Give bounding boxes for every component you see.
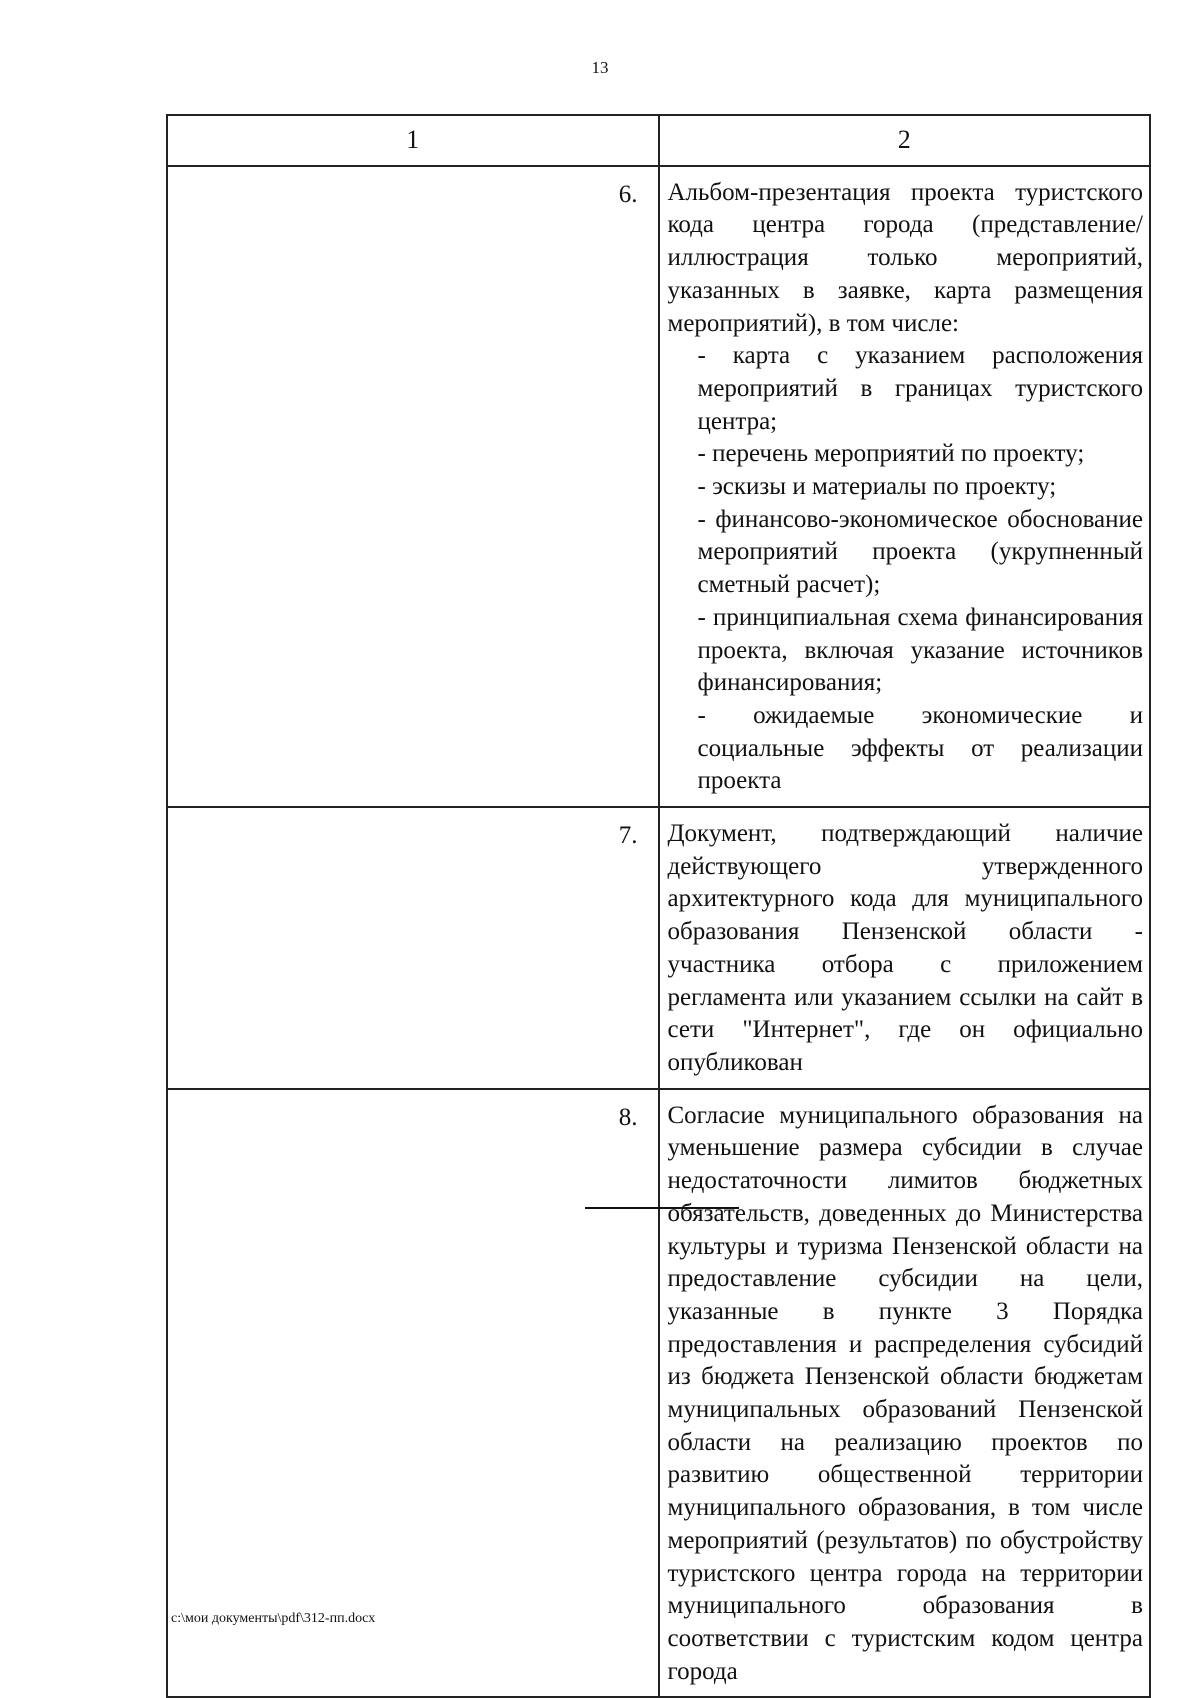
list-item: - ожидаемые экономические и социальные эффекты от реализации проекта	[697, 701, 1143, 795]
header-col-1: 1	[167, 115, 659, 166]
end-of-document-rule	[585, 1207, 739, 1209]
table-row	[167, 166, 1150, 807]
list-item: - принципиальная схема финансирования проекта, включая указание источников финансирования;	[697, 603, 1143, 697]
row-lead-text: Альбом-презентация проекта туристского кода центра города (представление/иллюстрация только мероприятий, указанных в заявке, карта размещения мероприятий), в том числе:	[667, 178, 1143, 337]
table-header-row	[167, 115, 1150, 166]
row-text-cell: Согласие муниципального образования на уменьшение размера субсидии в случае недостаточности лимитов бюджетных обязательств, доведенных до Министерства культуры и туризма Пензенской области на предоставление субсидии на цели, указанные в пункте 3 Порядка предоставления и распределения субсидий из бюджета Пензенской области бюджетам муниципальных образований Пензенской области на реализацию проектов по развитию общественной территории муниципального образования, в том числе мероприятий (результатов) по обустройству туристского центра города на территории муниципального образования в соответствии с туристским кодом центра города	[659, 1089, 1151, 1698]
row-number: 8.	[167, 1089, 659, 1698]
footer-file-path: c:\мои документы\pdf\312-пп.docx	[171, 1611, 376, 1626]
requirements-table	[166, 114, 1151, 1698]
header-col-2: 2	[659, 115, 1151, 166]
row-number: 6.	[167, 166, 659, 807]
list-item: - перечень мероприятий по проекту;	[697, 440, 1085, 468]
table-row	[167, 807, 1150, 1089]
list-item: - эскизы и материалы по проекту;	[697, 473, 1057, 501]
list-item: - финансово-экономическое обоснование мероприятий проекта (укрупненный сметный расчет);	[697, 505, 1143, 599]
row-number: 7.	[167, 807, 659, 1089]
table-row	[167, 1089, 1150, 1698]
page-number: 13	[591, 58, 609, 77]
list-item: - карта с указанием расположения мероприятий в границах туристского центра;	[697, 342, 1143, 435]
row-text-cell	[659, 166, 1151, 807]
row-text-cell: Документ, подтверждающий наличие действующего утвержденного архитектурного кода для муниципального образования Пензенской области - участника отбора с приложением регламента или указанием ссылки на сайт в сети "Интернет", где он официально опубликован	[659, 807, 1151, 1089]
